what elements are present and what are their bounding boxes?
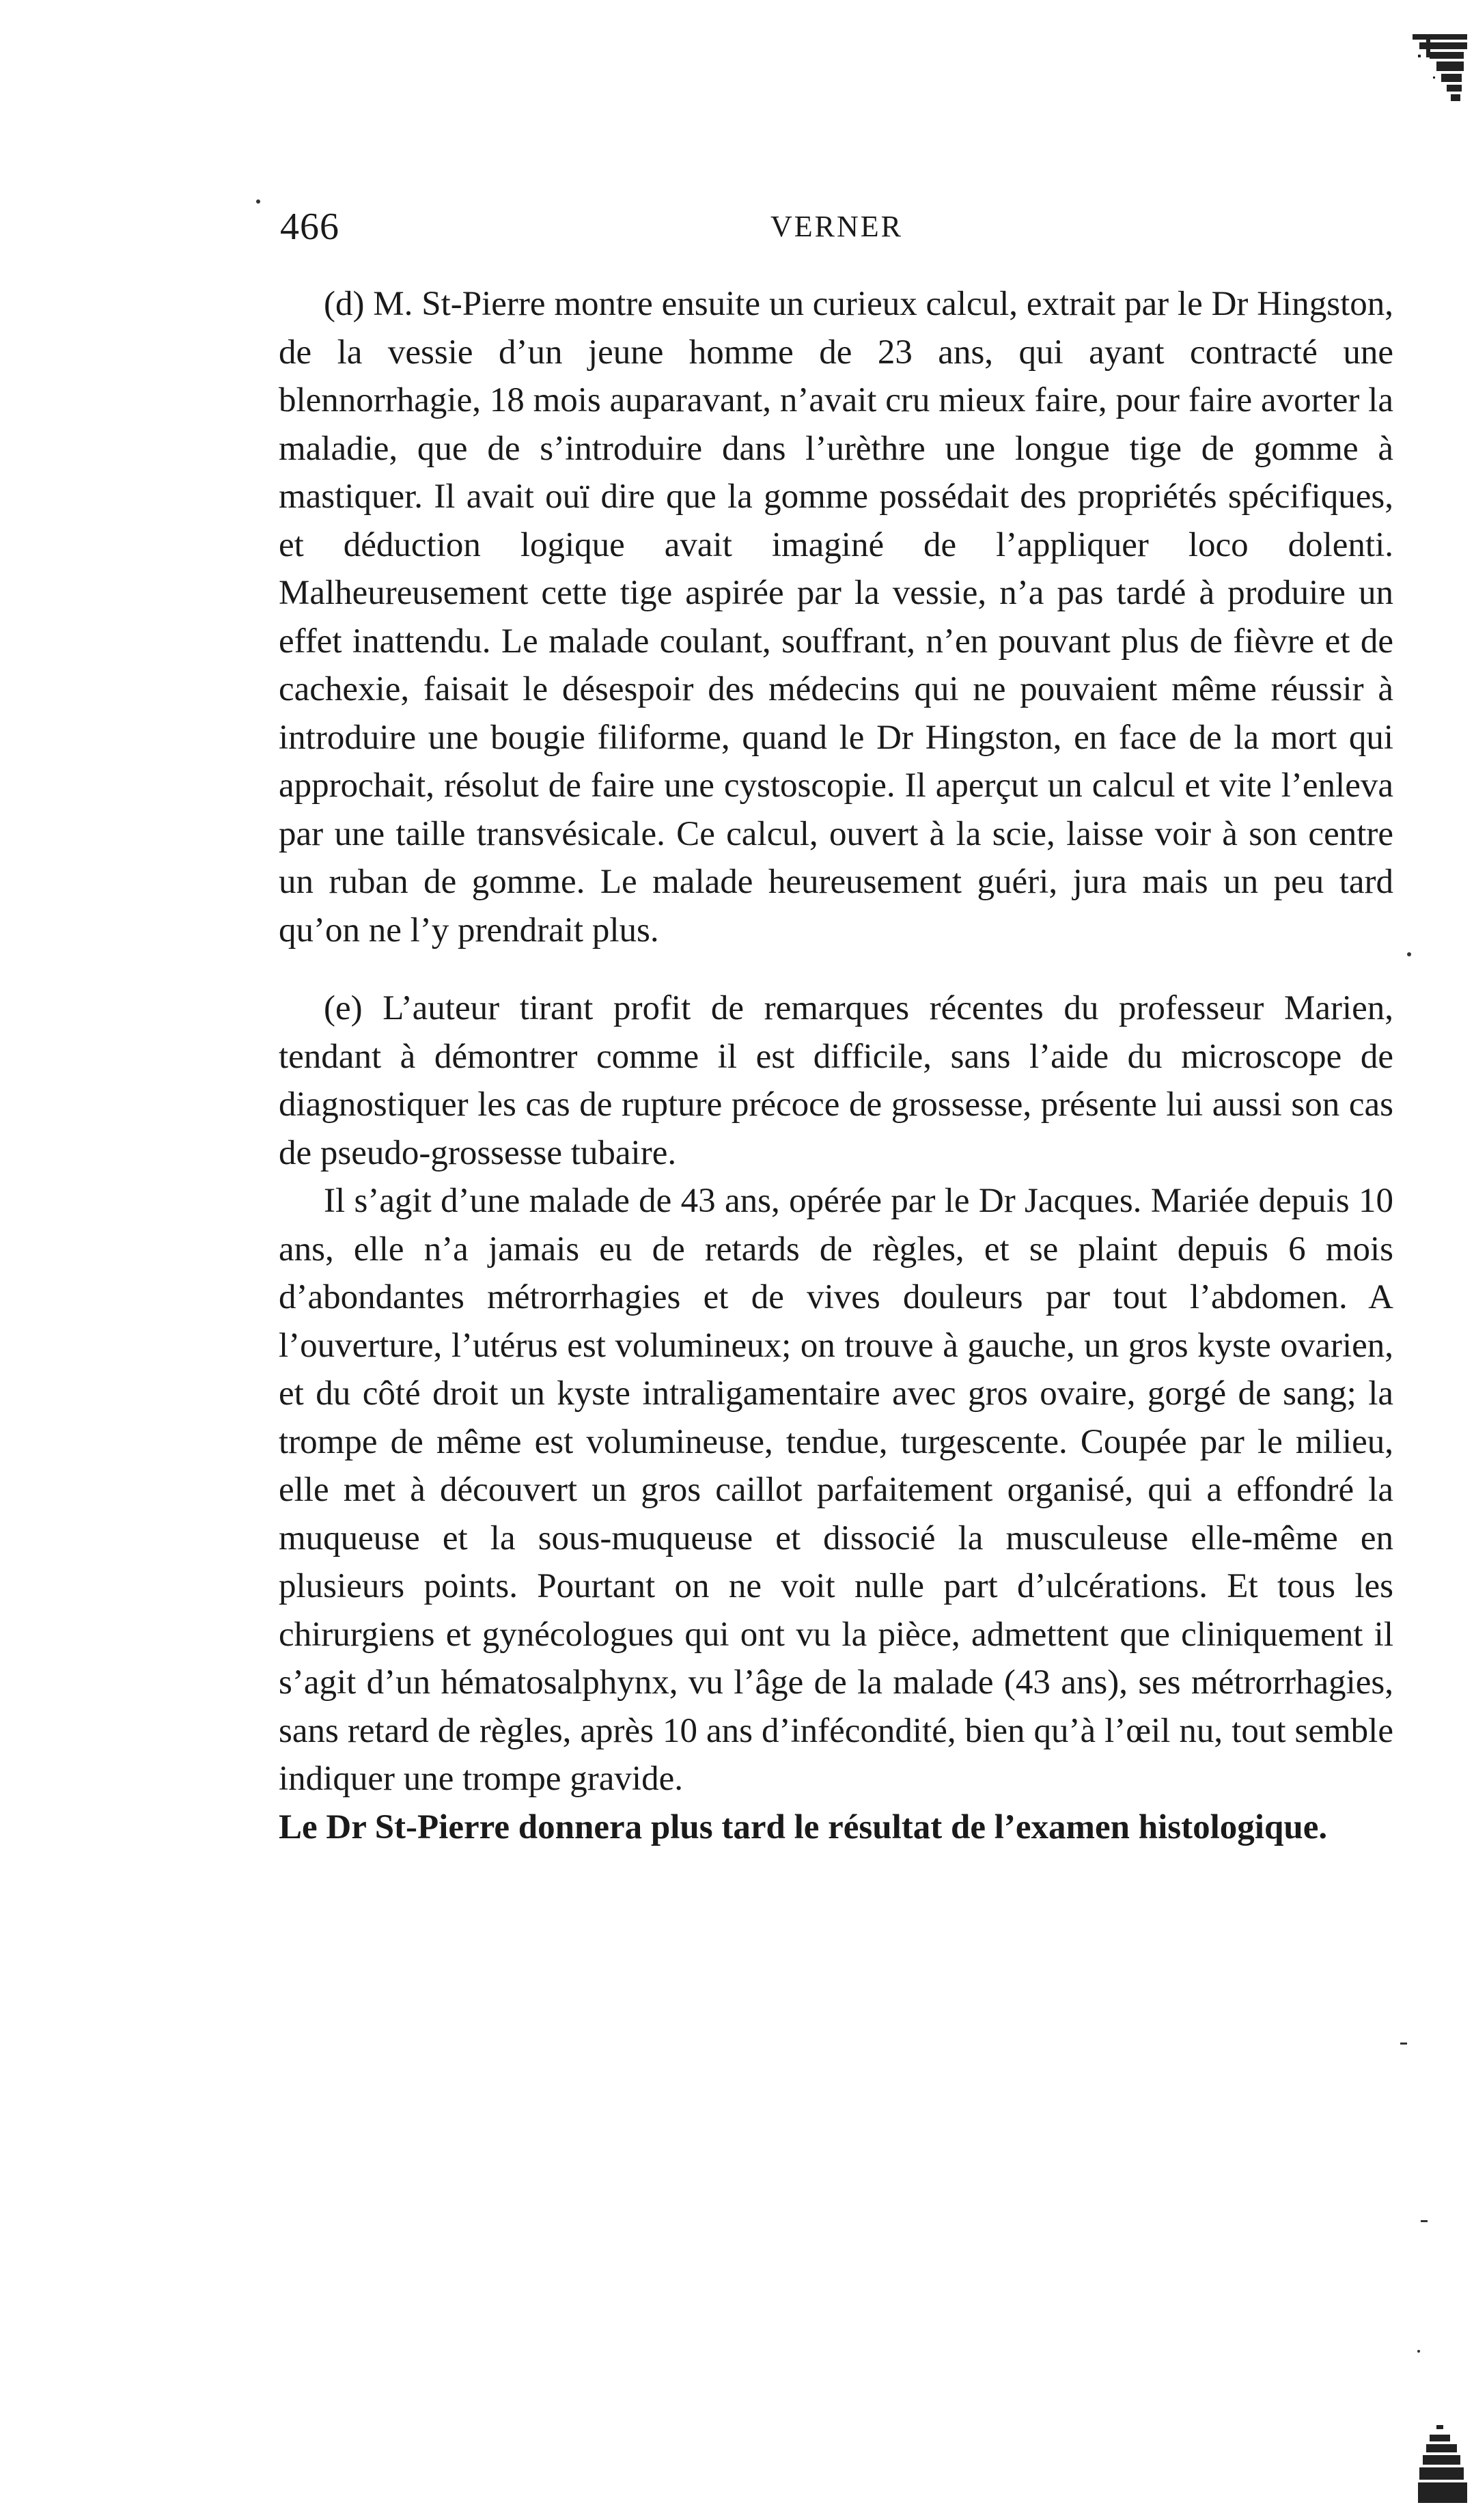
- margin-dot: [256, 199, 260, 204]
- paragraph-d: (d) M. St-Pierre montre ensuite un curieux calcul, extrait par le Dr Hingston, de la vessie d’un jeune homme de 23 ans, qui ayant contracté une blennorrhagie, 18 mois auparavant, n’avait cru mieux faire, pour faire avorter la maladie, que de s’introduire dans l’urèthre une longue tige de gomme à mastiquer. Il avait ouï dire que la gomme possédait des propriétés spécifiques, et déduction logique avait imaginé de l’appliquer loco dolenti. Malheureusement cette tige aspirée par la vessie, n’a pas tardé à produire un effet inattendu. Le malade coulant, souffrant, n’en pouvant plus de fièvre et de cachexie, faisait le désespoir des médecins qui ne pouvaient même réussir à introduire une bougie filiforme, quand le Dr Hingston, en face de la mort qui approchait, résolut de faire une cystoscopie. Il aperçut un calcul et vite l’enleva par une taille transvésicale. Ce calcul, ouvert à la scie, laisse voir à son centre un ruban de gomme. Le malade heureusement guéri, jura mais un peu tard qu’on ne l’y prendrait plus.: [279, 285, 1393, 950]
- paragraph-e: (e) L’auteur tirant profit de remarques récentes du professeur Marien, tendant à démontrer comme il est difficile, sans l’aide du microscope de diagnostiquer les cas de rupture précoce de grossesse, présente lui aussi son cas de pseudo-grossesse tubaire.: [279, 989, 1393, 1172]
- page-number: 466: [280, 206, 339, 248]
- running-head: VERNER: [770, 210, 903, 243]
- corner-scan-mark-bottom: [1399, 2418, 1474, 2507]
- margin-dot: [1407, 952, 1411, 956]
- paragraph-case: Il s’agit d’une malade de 43 ans, opérée par le Dr Jacques. Mariée depuis 10 ans, elle n’a jamais eu de retards de règles, et se plaint depuis 6 mois d’abondantes métrorrhagies et de vives douleurs par tout l’abdomen. A l’ouverture, l’utérus est volumineux; on trouve à gauche, un gros kyste ovarien, et du côté droit un kyste intraligamentaire avec gros ovaire, gorgé de sang; la trompe de même est volumineuse, tendue, turgescente. Coupée par le milieu, elle met à découvert un gros caillot parfaitement organisé, qui a effondré la muqueuse et la sous-muqueuse et dissocié la musculeuse elle-même en plusieurs points. Pourtant on ne voit nulle part d’ulcérations. Et tous les chirurgiens et gynécologues qui ont vu la pièce, admettent que cliniquement il s’agit d’un hématosalphynx, vu l’âge de la malade (43 ans), ses métrorrhagies, sans retard de règles, après 10 ans d’infécondité, bien qu’à l’œil nu, tout semble indiquer une trompe gravide.: [279, 1182, 1393, 1798]
- page-header: [280, 205, 1393, 260]
- corner-scan-mark-top: [1399, 27, 1474, 116]
- body-text: [279, 280, 1393, 1851]
- margin-dot: [1417, 2350, 1420, 2353]
- paragraph-conclusion: Le Dr St-Pierre donnera plus tard le résultat de l’examen histologique.: [279, 1808, 1328, 1846]
- margin-dash: [1400, 2043, 1407, 2045]
- margin-dash: [1421, 2220, 1428, 2222]
